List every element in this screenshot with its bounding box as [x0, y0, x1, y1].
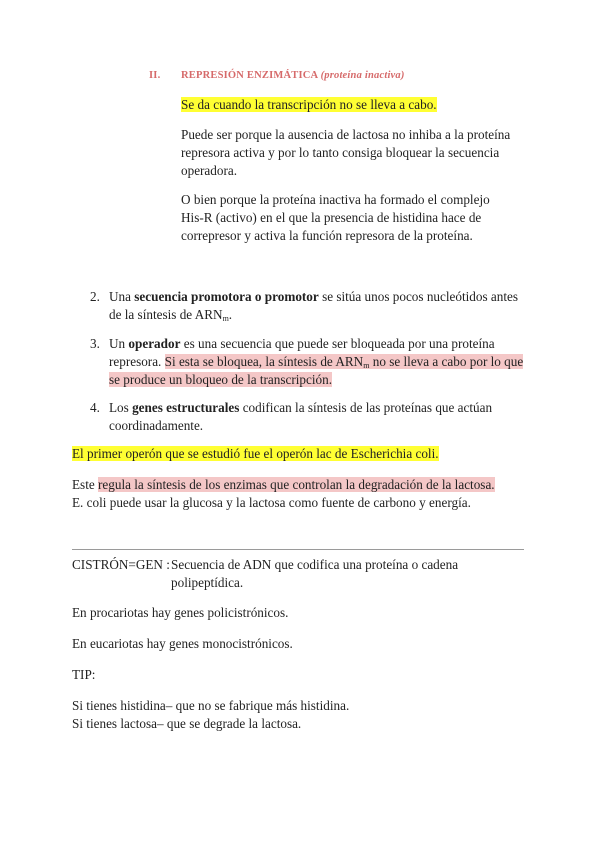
text-fragment: Una: [109, 289, 135, 304]
list-item-line: [109, 335, 495, 353]
para1-line2: represora activa y por lo tanto consiga bloquear la secuencia: [181, 145, 500, 160]
bold-term: genes estructurales: [132, 400, 240, 415]
para1-line3: operadora.: [181, 163, 238, 178]
text-fragment: Este: [72, 477, 99, 492]
text-fragment: codifican la síntesis de las proteínas que actúan: [239, 400, 493, 415]
tip-label: TIP:: [72, 667, 96, 682]
text-fragment: .: [228, 307, 233, 322]
cistron-definition-line2: polipeptídica.: [171, 575, 244, 590]
para1-line1: Puede ser porque la ausencia de lactosa no inhiba a la proteína: [181, 127, 511, 142]
text-fragment: Si esta se bloquea, la síntesis de ARN: [164, 354, 364, 369]
highlighted-text: [165, 354, 524, 369]
text-fragment: no se lleva a cabo por lo que: [369, 354, 524, 369]
section-highlight-line: [181, 96, 437, 114]
bold-term: secuencia promotora o promotor: [134, 289, 319, 304]
section-highlight: Se da cuando la transcripción no se lleva a cabo.: [181, 97, 437, 112]
text-fragment: se sitúa unos pocos nucleótidos antes: [318, 289, 519, 304]
list-item-line: [109, 353, 523, 371]
para2-line2: His-R (activo) en el que la presencia de histidina hace de: [181, 210, 482, 225]
first-operon-line: [72, 445, 439, 463]
eucariotas-note: En eucariotas hay genes monocistrónicos.: [72, 636, 293, 651]
para2-line3: correpresor y activa la función represora de la proteína.: [181, 228, 473, 243]
cistron-term: CISTRÓN=GEN :: [72, 557, 170, 572]
cistron-definition-line1: Secuencia de ADN que codifica una proteína o cadena: [171, 557, 459, 572]
procariotas-note: En procariotas hay genes policistrónicos.: [72, 605, 289, 620]
lac-line2: E. coli puede usar la glucosa y la lactosa como fuente de carbono y energía.: [72, 495, 471, 510]
lac-line1: [72, 476, 495, 494]
list-item-number: 2.: [90, 289, 100, 304]
subscript: m: [363, 361, 370, 370]
list-item-line: [109, 306, 232, 324]
para2-line1: O bien porque la proteína inactiva ha formado el complejo: [181, 192, 490, 207]
list-item-line: [109, 399, 492, 417]
text-fragment: de la síntesis de ARN: [109, 307, 223, 322]
text-fragment: es una secuencia que puede ser bloqueada por una proteína: [180, 336, 495, 351]
section-title: REPRESIÓN ENZIMÁTICA: [181, 70, 318, 81]
list-item-number: 4.: [90, 400, 100, 415]
text-fragment: Los: [109, 400, 133, 415]
tip-line1: Si tienes histidina– que no se fabrique más histidina.: [72, 698, 350, 713]
highlighted-text: se produce un bloqueo de la transcripción.: [109, 372, 333, 387]
section-numeral: II.: [149, 70, 161, 81]
list-item-line: coordinadamente.: [109, 418, 204, 433]
list-item-line: [109, 288, 518, 306]
list-item-line: [109, 371, 332, 389]
tip-line2: Si tienes lactosa– que se degrade la lactosa.: [72, 716, 302, 731]
bold-term: operador: [128, 336, 181, 351]
section-heading: [181, 70, 405, 81]
section-title-note: (proteína inactiva): [320, 70, 405, 81]
divider: [72, 549, 524, 550]
first-operon-highlight: El primer operón que se estudió fue el operón lac de Escherichia coli.: [72, 446, 439, 461]
text-fragment: Un: [109, 336, 129, 351]
text-fragment: represora.: [109, 354, 165, 369]
list-item-number: 3.: [90, 336, 100, 351]
subscript: m: [222, 314, 229, 323]
highlighted-text: regula la síntesis de los enzimas que controlan la degradación de la lactosa.: [98, 477, 495, 492]
